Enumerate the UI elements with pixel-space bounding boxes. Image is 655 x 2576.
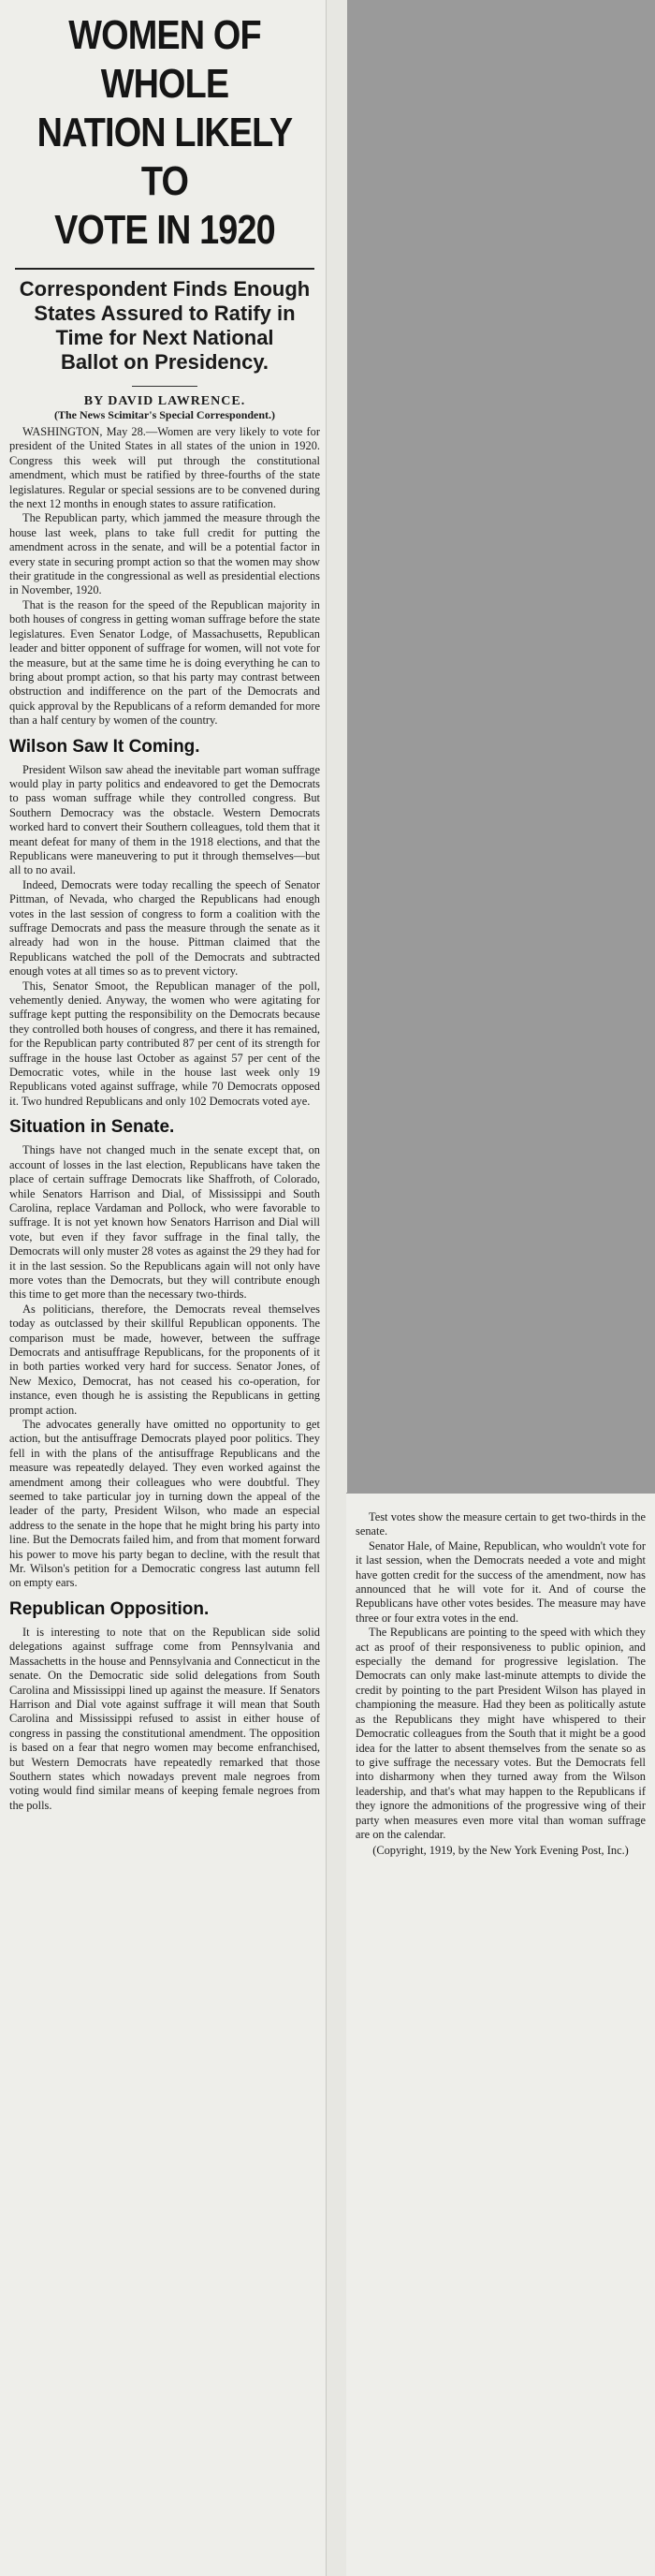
article-paragraph: That is the reason for the speed of the Republican majority in both houses of congress in getting woman suffrage before the state legislatures. Even Senator Lodge, of Massachusetts, Republican leader and bitter opponent of suffrage for women, will not vote for the measure, but at the same time he is doing everything he can to bring about prompt action, so that his party may contrast between obstruction and indifference on the part of the Democrats and quick approval by the Republicans of a reform demanded for more than a half century by women of the country. (9, 597, 320, 728)
article-paragraph: As politicians, therefore, the Democrats reveal themselves today as outclassed by their skillful Republican opponents. The comparison must be made, however, between the suffrage Democrats and antisuffrage Republicans, for the proponents of it in both parties worked very hard for success. Senator Jones, of New Mexico, Democrat, has not ceased his co-operation, for instance, even though he is assisting the Republicans in getting prompt action. (9, 1302, 320, 1417)
article-paragraph: Senator Hale, of Maine, Republican, who wouldn't vote for it last session, when the Democrats needed a vote and might have gotten credit for the success of the amendment, now has announced that he will vote for it. And of course the Republicans have other votes besides. The measure may have three or four extra votes in the end. (356, 1538, 646, 1625)
article-paragraph: This, Senator Smoot, the Republican manager of the poll, vehemently denied. Anyway, the women who were agitating for suffrage kept putting the responsibility on the Democrats because they controlled both houses of congress, and there it has remained, for the Republican party contributed 87 per cent of its strength for suffrage in the house last October as against 57 per cent of the Democratic votes, while in the house last week only 19 Republicans voted against suffrage, while 70 Democrats opposed it. Two hundred Republicans and only 102 Democrats voted aye. (9, 979, 320, 1108)
section-intro (9, 425, 320, 729)
article-paragraph: Things have not changed much in the senate except that, on account of losses in the last election, Republicans have taken the place of certain suffrage Democrats like Shaffroth, of Colorado, while Senators Harrison and Dial, of Mississippi and South Carolina, replace Vardaman and Pollock, who were favorable to suffrage. It is not yet known how Senators Harrison and Dial will vote, but even if they favor suffrage in the final tally, the Democrats will only muster 28 votes as against the 29 they had for it in the last session. So the Republicans again will not only have more votes than the Democrats, but they will contribute enough this time to get more than the necessary two-thirds. (9, 1143, 320, 1302)
article-paragraph: President Wilson saw ahead the inevitable part woman suffrage would play in party politics and endeavored to get the Democrats to pass woman suffrage while they controlled congress. But Southern Democracy was the obstacle. Western Democrats worked hard to convert their Southern colleagues, told them that it meant defeat for many of them in the 1918 elections, and that the Republicans were maneuvering to put it through themselves—but all to no avail. (9, 762, 320, 877)
article-paragraph: The advocates generally have omitted no opportunity to get action, but the antisuffrage Democrats played poor politics. They fell in with the plans of the antisuffrage Republicans and the measure was repeatedly delayed. They even worked against the amendment among their colleagues who were doubtful. They seemed to take particular joy in turning down the appeal of the leader of the party, President Wilson, who made an especial address to the senate in the hope that he might bring his party into line. But the Democrats failed him, and from that moment forward his power to move his party began to decline, with the result that Mr. Wilson's petition for a Democratic congress last autumn fell on empty ears. (9, 1418, 320, 1590)
section-opposition (9, 1626, 320, 1813)
subheadline-divider (132, 386, 197, 387)
section-wilson (9, 763, 320, 1110)
article-paragraph: The Republicans are pointing to the speed with which they act as proof of their responsiveness to public opinion, and especially the demand for progressive legislation. The Democrats can only make last-minute attempts to divide the credit by pointing to the part President Wilson has played in championing the measure. Had they been as politically astute as the Republicans they might have whispered to their Democratic colleagues from the South that it might be a good idea for the latter to absent themselves from the senate so as to give suffrage the necessary votes. But the Democrats fell into disharmony when they turned away from the Wilson leadership, and that's what may happen to the Republicans if they ignore the admonitions of the progressive wing of their party when measures even more vital than woman suffrage are on the calendar. (356, 1626, 646, 1841)
section-heading-senate: Situation in Senate. (9, 1117, 175, 1138)
section-senate (9, 1143, 320, 1591)
headline-divider (15, 268, 314, 270)
article-column-1 (0, 0, 326, 2576)
byline-note: (The News Scimitar's Special Correspondent.) (53, 408, 276, 421)
empty-background (346, 0, 655, 1493)
article-column-2 (346, 1493, 655, 2576)
subheadline: Correspondent Finds Enough States Assured to Ratify in Time for Next National Ballot on Presidency. (19, 277, 311, 374)
section-heading-wilson: Wilson Saw It Coming. (9, 736, 200, 757)
article-paragraph: WASHINGTON, May 28.—Women are very likely to vote for president of the United States in all states of the union in 1920. Congress this week will put through the constitutional amendment, which must be ratified by three-fourths of the state legislatures. Regular or special sessions are to be convened during the next 12 months in enough states to assure ratification. (9, 425, 320, 511)
article-paragraph: The Republican party, which jammed the measure through the house last week, plans to take full credit for putting the amendment across in the senate, and will be a potential factor in every state in securing prompt action so that the women may show their gratitude in the congressional as well as presidential elections in November, 1920. (9, 511, 320, 597)
article-paragraph: Test votes show the measure certain to get two-thirds in the senate. (356, 1510, 646, 1538)
article-paragraph: It is interesting to note that on the Republican side solid delegations against suffrage come from Pennsylvania and Massachetts in the house and Pennsylvania and Connecticut in the senate. On the Democratic side solid delegations from South Carolina and Mississippi lined up against the measure. If Senators Harrison and Dial vote against suffrage it will mean that South Carolina and Mississippi refused to assist in either house of congress in passing the constitutional amendment. The opposition is based on a fear that negro women may become enfranchised, but Western Democrats have repeatedly remarked that those Southern states which nowadays prevent male negroes from voting would find similar means of keeping female negroes from the polls. (9, 1625, 320, 1812)
copyright-notice: (Copyright, 1919, by the New York Evening Post, Inc.) (372, 1844, 629, 1858)
article-paragraph: Indeed, Democrats were today recalling the speech of Senator Pittman, of Nevada, who charged the Republicans had enough votes in the last session of congress to form a coalition with the suffrage Democrats and pass the measure through the senate as it already had won in the house. Pittman claimed that the Republicans watched the poll of the Democrats and subtracted enough votes at all times so as to prevent victory. (9, 877, 320, 979)
headline: WOMEN OF WHOLE NATION LIKELY TO VOTE IN 1920 (36, 12, 293, 253)
adjacent-column-edge (326, 0, 347, 2576)
section-heading-opposition: Republican Opposition. (9, 1598, 210, 1619)
byline: BY DAVID LAWRENCE. (83, 394, 246, 408)
